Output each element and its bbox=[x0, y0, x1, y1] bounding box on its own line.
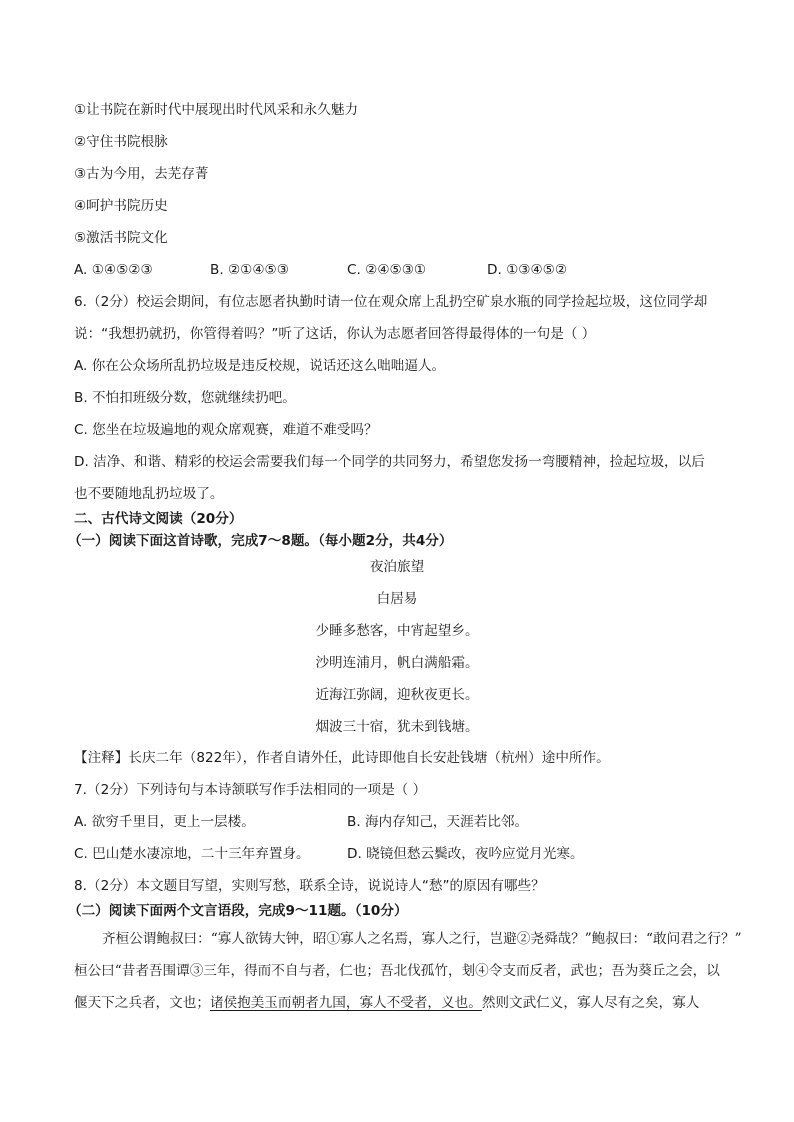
poem-line: 沙明连浦月，帆白满船霜。 bbox=[315, 655, 479, 671]
list-item: ⑤激活书院文化 bbox=[74, 230, 168, 246]
q6-stem-line1: 6.（2分）校运会期间，有位志愿者执勤时请一位在观众席上乱扔空矿泉水瓶的同学捡起垃圾，这位同学却 bbox=[74, 294, 708, 310]
underlined-sentence: 诸侯抱美玉而朝者九国，寡人不受者，义也。 bbox=[209, 995, 482, 1011]
q7-stem: 7.（2分）下列诗句与本诗颔联写作手法相同的一项是（ ） bbox=[74, 782, 427, 798]
q7-option-c: C. 巴山楚水凄凉地，二十三年弃置身。 bbox=[74, 846, 310, 862]
q7-option-a: A. 欲穷千里目，更上一层楼。 bbox=[74, 814, 255, 830]
part1-heading: （一）阅读下面这首诗歌，完成7～8题。（每小题2分，共4分） bbox=[68, 533, 453, 549]
poem-line: 近海江弥阔，迎秋夜更长。 bbox=[315, 687, 479, 703]
classical-text-plain: 然则文武仁义，寡人尽有之矣，寡人 bbox=[481, 995, 700, 1011]
classical-text-line3 bbox=[74, 994, 699, 1012]
section-heading: 二、古代诗文阅读（20分） bbox=[74, 511, 243, 527]
q7-option-b: B. 海内存知己，天涯若比邻。 bbox=[347, 814, 529, 830]
poem-title: 夜泊旅望 bbox=[369, 559, 425, 575]
classical-text-line2: 桓公曰“昔者吾围谭③三年，得而不自与者，仁也；吾北伐孤竹，刬④令支而反者，武也；吾为葵丘之会，以 bbox=[74, 963, 720, 979]
list-item: ②守住书院根脉 bbox=[74, 134, 168, 150]
q7-option-d: D. 晓镜但愁云鬓改，夜吟应觉月光寒。 bbox=[347, 846, 584, 862]
list-item: ③古为今用，去芜存菁 bbox=[74, 166, 209, 182]
q6-option-a: A. 你在公众场所乱扔垃圾是违反校规，说话还这么咄咄逼人。 bbox=[74, 358, 446, 374]
poem-author: 白居易 bbox=[376, 591, 418, 607]
q8-stem: 8.（2分）本文题目写望，实则写愁，联系全诗，说说诗人“愁”的原因有哪些？ bbox=[74, 878, 545, 894]
q6-option-b: B. 不怕扣班级分数，您就继续扔吧。 bbox=[74, 390, 296, 406]
poem-line: 烟波三十宿，犹未到钱塘。 bbox=[315, 719, 479, 735]
q6-option-d-line1: D. 洁净、和谐、精彩的校运会需要我们每一个同学的共同努力，希望您发扬一弯腰精神，捡起垃圾，以后 bbox=[74, 454, 705, 470]
poem-note: 【注释】长庆二年（822年），作者自请外任，此诗即他自长安赴钱塘（杭州）途中所作。 bbox=[74, 750, 610, 766]
q6-stem-line2: 说：“我想扔就扔，你管得着吗？”听了这话，你认为志愿者回答得最得体的一句是（ ） bbox=[74, 326, 596, 342]
q6-option-d-line2: 也不要随地乱扔垃圾了。 bbox=[74, 486, 224, 502]
part2-heading: （二）阅读下面两个文言语段，完成9～11题。（10分） bbox=[68, 903, 408, 919]
list-item: ④呵护书院历史 bbox=[74, 198, 168, 214]
q5-option-b: B. ②①④⑤③ bbox=[210, 262, 289, 278]
q6-option-c: C. 您坐在垃圾遍地的观众席观赛，难道不难受吗？ bbox=[74, 422, 378, 438]
classical-text-plain: 偃天下之兵者，文也； bbox=[74, 995, 210, 1011]
q5-option-d: D. ①③④⑤② bbox=[487, 262, 568, 278]
q5-option-a: A. ①④⑤②③ bbox=[74, 262, 153, 278]
poem-line: 少睡多愁客，中宵起望乡。 bbox=[315, 623, 479, 639]
list-item: ①让书院在新时代中展现出时代风采和永久魅力 bbox=[74, 102, 359, 118]
classical-text-line1: 齐桓公谓鲍叔曰：“寡人欲铸大钟，昭①寡人之名焉，寡人之行，岂避②尧舜哉？”鲍叔曰：“敢问君之行？” bbox=[102, 931, 742, 947]
q5-option-c: C. ②④⑤③① bbox=[347, 262, 427, 278]
